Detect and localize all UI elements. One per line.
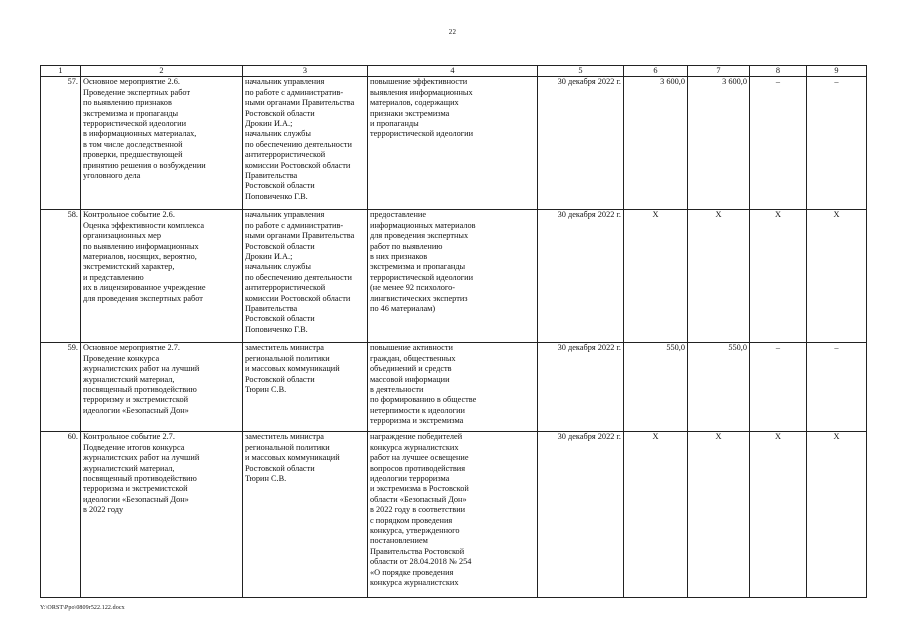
deadline-date: 30 декабря 2022 г.	[538, 343, 624, 432]
value-col-6: 550,0	[624, 343, 688, 432]
value-col-7: 550,0	[688, 343, 750, 432]
value-col-7: 3 600,0	[688, 77, 750, 210]
value-col-9: –	[807, 77, 867, 210]
event-description: Основное мероприятие 2.7. Проведение конкурса журналистских работ на лучший журналистский материал, посвященный противодействию терроризму и экстремистской идеологии «Безопасный Дон»	[81, 343, 243, 432]
column-header: 5	[538, 66, 624, 77]
deadline-date: 30 декабря 2022 г.	[538, 210, 624, 343]
column-number-row	[41, 66, 867, 77]
responsible-person: заместитель министра региональной политики и массовых коммуникаций Ростовской области Тюрин С.В.	[243, 432, 368, 598]
row-number: 57.	[41, 77, 81, 210]
value-col-8: –	[750, 77, 807, 210]
value-col-6: X	[624, 432, 688, 598]
expected-result: награждение победителей конкурса журналистских работ на лучшее освещение вопросов противодействия идеологии терроризма и экстремизма в Ростовской области «Безопасный Дон» в 2022 году в соответствии с порядком проведения конкурса, утвержденного постановлением Правительства Ростовской области от 28.04.2018 № 254 «О порядке проведения конкурса журналистских	[368, 432, 538, 598]
value-col-9: X	[807, 210, 867, 343]
deadline-date: 30 декабря 2022 г.	[538, 77, 624, 210]
page-number: 22	[448, 28, 457, 36]
value-col-9: –	[807, 343, 867, 432]
table-row	[41, 432, 867, 598]
action-plan-table	[40, 65, 867, 598]
expected-result: повышение эффективности выявления информационных материалов, содержащих признаки экстремизма и пропаганды террористической идеологии	[368, 77, 538, 210]
column-header: 2	[81, 66, 243, 77]
expected-result: повышение активности граждан, общественных объединений и средств массовой информации в деятельности по формированию в обществе нетерпимости к идеологии терроризма и экстремизма	[368, 343, 538, 432]
table-row	[41, 343, 867, 432]
column-header: 6	[624, 66, 688, 77]
event-description: Контрольное событие 2.6. Оценка эффективности комплекса организационных мер по выявлению информационных материалов, носящих, вероятно, экстремистский характер, и представлению их в лицензированное учреждение для проведения экспертных работ	[81, 210, 243, 343]
column-header: 4	[368, 66, 538, 77]
event-description: Основное мероприятие 2.6. Проведение экспертных работ по выявлению признаков экстремизма и пропаганды террористической идеологии в информационных материалах, в том числе доследственной проверки, предшествующей принятию решения о возбуждении уголовного дела	[81, 77, 243, 210]
value-col-6: X	[624, 210, 688, 343]
responsible-person: начальник управления по работе с административ- ными органами Правительства Ростовской области Дрокин И.А.; начальник службы по обеспечению деятельности антитеррористической комиссии Ростовской области Правительства Ростовской области Поповиченко Г.В.	[243, 210, 368, 343]
table-row	[41, 77, 867, 210]
column-header: 7	[688, 66, 750, 77]
row-number: 58.	[41, 210, 81, 343]
column-header: 1	[41, 66, 81, 77]
table-row	[41, 210, 867, 343]
event-description: Контрольное событие 2.7. Подведение итогов конкурса журналистских работ на лучший журналистский материал, посвященный противодействию терроризма и экстремистской идеологии «Безопасный Дон» в 2022 году	[81, 432, 243, 598]
row-number: 59.	[41, 343, 81, 432]
value-col-8: X	[750, 210, 807, 343]
value-col-7: X	[688, 432, 750, 598]
responsible-person: начальник управления по работе с административ- ными органами Правительства Ростовской области Дрокин И.А.; начальник службы по обеспечению деятельности антитеррористической комиссии Ростовской области Правительства Ростовской области Поповиченко Г.В.	[243, 77, 368, 210]
value-col-6: 3 600,0	[624, 77, 688, 210]
column-header: 9	[807, 66, 867, 77]
deadline-date: 30 декабря 2022 г.	[538, 432, 624, 598]
value-col-9: X	[807, 432, 867, 598]
column-header: 8	[750, 66, 807, 77]
row-number: 60.	[41, 432, 81, 598]
expected-result: предоставление информационных материалов для проведения экспертных работ по выявлению в них признаков экстремизма и пропаганды террористической идеологии (не менее 92 психолого- лингвистических экспертиз по 46 материалам)	[368, 210, 538, 343]
column-header: 3	[243, 66, 368, 77]
responsible-person: заместитель министра региональной политики и массовых коммуникаций Ростовской области Тюрин С.В.	[243, 343, 368, 432]
value-col-7: X	[688, 210, 750, 343]
value-col-8: X	[750, 432, 807, 598]
value-col-8: –	[750, 343, 807, 432]
file-path-footer: Y:\ORST\Ppo\0809r522.122.docx	[40, 605, 125, 611]
